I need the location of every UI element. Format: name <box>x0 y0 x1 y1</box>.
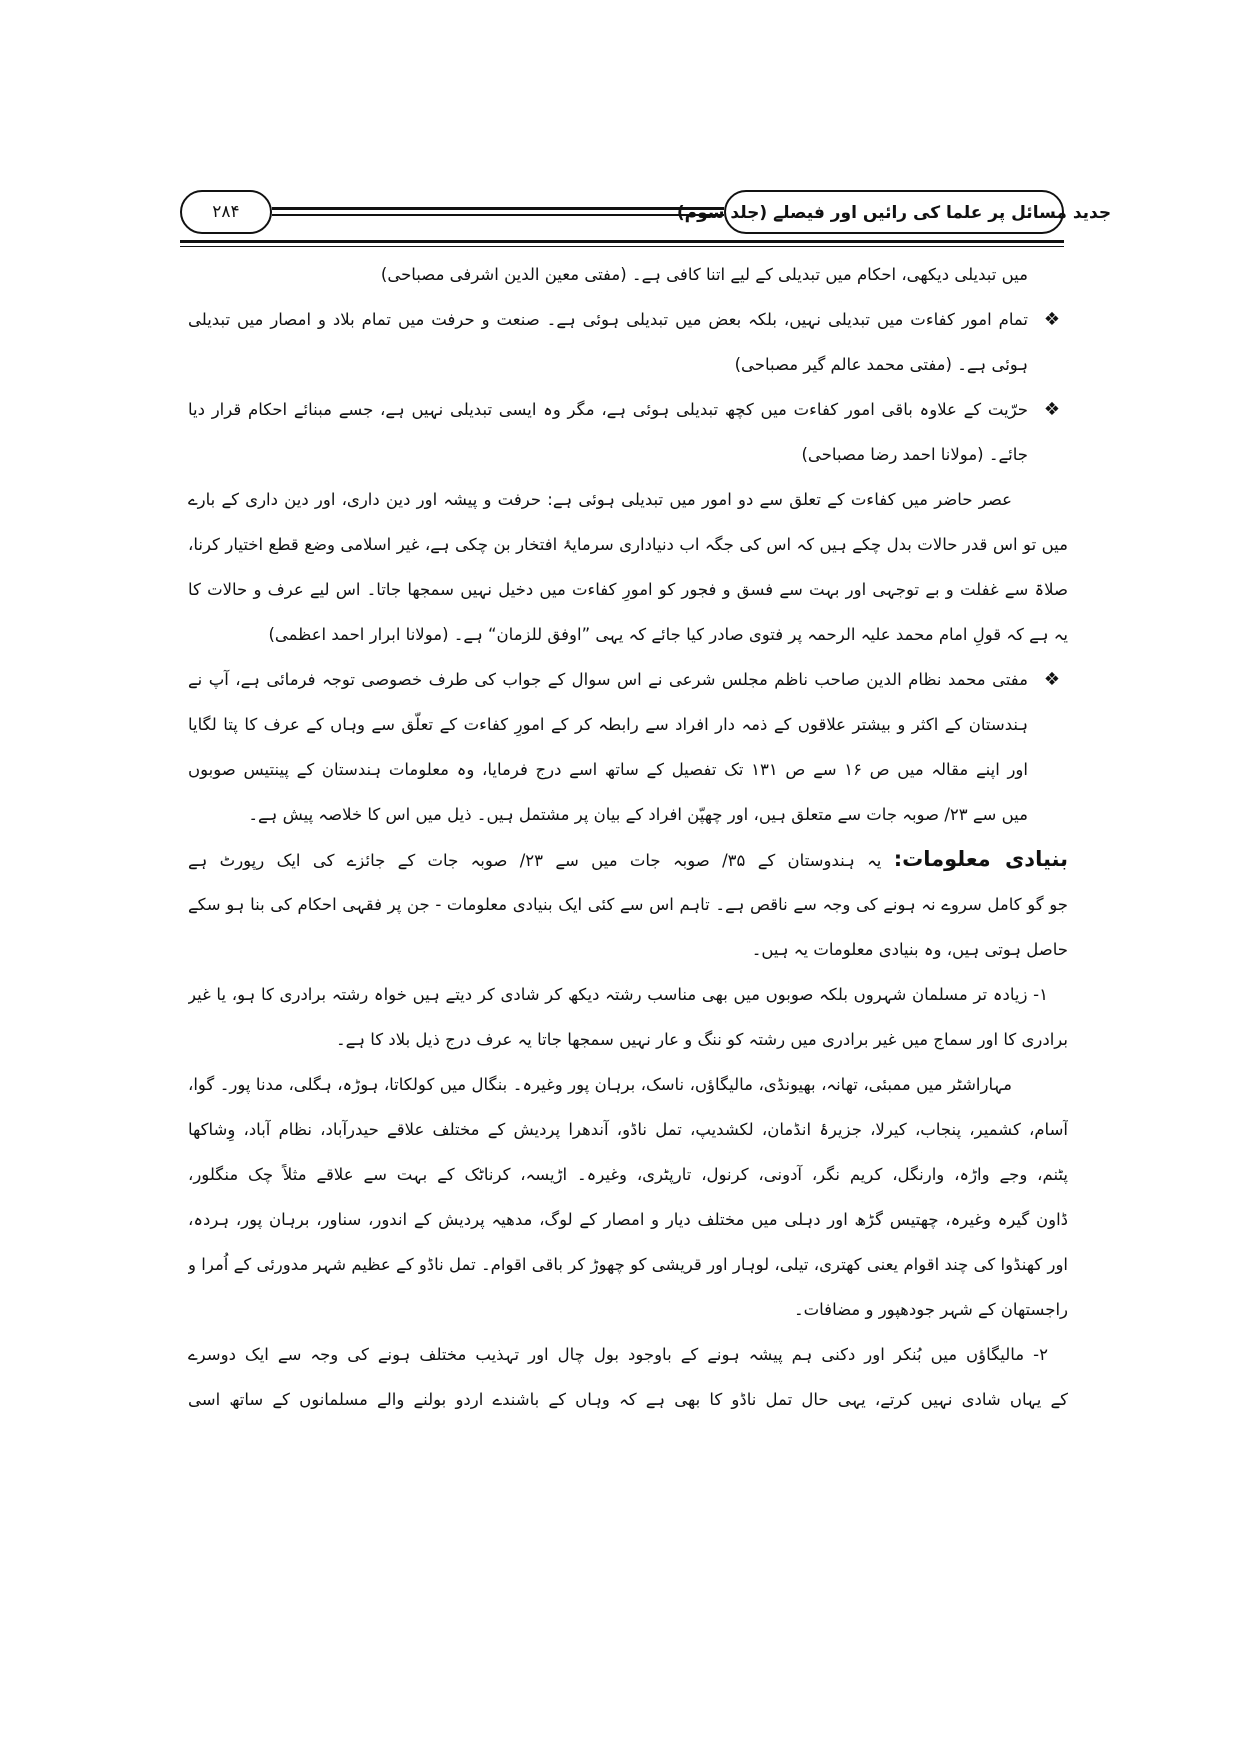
header-divider <box>272 207 724 216</box>
text-line: مفتی محمد نظام الدین صاحب ناظم مجلس شرعی نے اس سوال کے جواب کی طرف خصوصی توجہ فرمائی ہے، آپ نے <box>188 670 1028 689</box>
running-title: جدید مسائل پر علما کی رائیں اور فیصلے (جلد سوم) <box>724 190 1064 234</box>
text-line: راجستھان کے شہر جودھپور و مضافات۔ <box>793 1300 1068 1319</box>
text-line: برادری کا اور سماج میں غیر برادری میں رشتہ کو ننگ و عار نہیں سمجھا جاتا یہ عرف درج ذیل بلاد کا ہے۔ <box>336 1030 1068 1049</box>
bullet-item <box>188 387 1068 432</box>
page-number: ۲۸۴ <box>180 190 272 234</box>
page-body <box>188 252 1068 1422</box>
text-line: اور اپنے مقالہ میں ص ۱۶ سے ص ۱۳۱ تک تفصیل کے ساتھ اسے درج فرمایا، وہ معلومات ہندستان کے پینتیس صوبوں <box>188 760 1028 779</box>
text-line: ۲- مالیگاؤں میں بُنکر اور دکنی ہم پیشہ ہونے کے باوجود بول چال اور تہذیب مختلف ہونے کی وجہ سے ایک دوسرے <box>188 1345 1048 1364</box>
text-line: میں تبدیلی دیکھی، احکام میں تبدیلی کے لیے اتنا کافی ہے۔ (مفتی معین الدین اشرفی مصباحی) <box>380 265 1028 284</box>
bullet-icon: ❖ <box>1043 669 1060 690</box>
text-line: میں تو اس قدر حالات بدل چکے ہیں کہ اس کی جگہ اب دنیاداری سرمایۂ افتخار بن چکی ہے، غیر اسلامی وضع قطع اختیار کرنا، <box>188 535 1068 554</box>
text-line: ڈاون گیرہ وغیرہ، چھتیس گڑھ اور دہلی میں مختلف دیار و امصار کے لوگ، مدھیہ پردیش کے اندور، سناور، برہان پور، ہردہ، <box>188 1210 1068 1229</box>
text-line: پٹنم، وجے واڑہ، وارنگل، کریم نگر، آدونی، کرنول، تارپٹری، وغیرہ۔ اڑیسہ، کرناٹک کے بہت سے علاقے مثلاً چک منگلور، <box>188 1165 1068 1184</box>
bullet-item <box>188 297 1068 342</box>
text-line: میں سے ۲۳/ صوبہ جات سے متعلق ہیں، اور چھپّن افراد کے بیان پر مشتمل ہیں۔ ذیل میں اس کا خلاصہ پیش ہے۔ <box>248 805 1028 824</box>
text-line: اور کھنڈوا کی چند اقوام یعنی کھتری، تیلی، لوہار اور قریشی کو چھوڑ کر باقی اقوام۔ تمل ناڈو کے عظیم شہر مدورئی کے اُمرا و <box>188 1255 1068 1274</box>
text-line: جائے۔ (مولانا احمد رضا مصباحی) <box>801 445 1028 464</box>
bullet-item <box>188 657 1068 702</box>
text-line: تمام امور کفاءت میں تبدیلی نہیں، بلکہ بعض میں تبدیلی ہوئی ہے۔ صنعت و حرفت میں تمام بلاد و امصار میں تبدیلی <box>188 310 1028 329</box>
bullet-icon: ❖ <box>1043 309 1060 330</box>
text-line: ہوئی ہے۔ (مفتی محمد عالم گیر مصباحی) <box>734 355 1028 374</box>
text-line: صلاۃ سے غفلت و بے توجہی اور بہت سے فسق و فجور کو امورِ کفاءت میں دخیل نہیں سمجھا جاتا۔ اس لیے عرف و حالات کا <box>188 580 1068 599</box>
section-heading: بنیادی معلومات: <box>893 847 1068 871</box>
text-line: جو گو کامل سروے نہ ہونے کی وجہ سے ناقص ہے۔ تاہم اس سے کئی ایک بنیادی معلومات - جن پر فقہی احکام کی بنا ہو سکے <box>188 895 1068 914</box>
text-line: یہ ہندوستان کے ۳۵/ صوبہ جات میں سے ۲۳/ صوبہ جات کے جائزے کی ایک رپورٹ ہے <box>188 851 882 870</box>
text-line: آسام، کشمیر، پنجاب، کیرلا، جزیرۂ انڈمان، لکشدیپ، تمل ناڈو، آندھرا پردیش کے مختلف علاقے حیدرآباد، نظام آباد، وِشاکھا <box>188 1120 1068 1139</box>
text-line: ۱- زیادہ تر مسلمان شہروں بلکہ صوبوں میں بھی مناسب رشتہ دیکھ کر شادی کر دیتے ہیں خواہ رشتہ برادری کا ہو، یا غیر <box>188 985 1048 1004</box>
text-line: ہندستان کے اکثر و بیشتر علاقوں کے ذمہ دار افراد سے رابطہ کر کے امورِ کفاءت کے تعلّق سے وہاں کے عرف کا پتا لگایا <box>188 715 1028 734</box>
text-line: حرّیت کے علاوہ باقی امور کفاءت میں کچھ تبدیلی ہوئی ہے، مگر وہ ایسی تبدیلی نہیں ہے، جسے مبنائے احکام قرار دیا <box>188 400 1028 419</box>
section-heading-line <box>188 837 1068 882</box>
text-line: مہاراشٹر میں ممبئی، تھانہ، بھیونڈی، مالیگاؤں، ناسک، برہان پور وغیرہ۔ بنگال میں کولکاتا، ہوڑہ، ہگلی، مدنا پور۔ گوا، <box>188 1075 1012 1094</box>
text-line: یہ ہے کہ قولِ امام محمد علیہ الرحمہ پر فتوی صادر کیا جائے کہ یہی ”اوفق للزمان“ ہے۔ (مولانا ابرار احمد اعظمی) <box>268 625 1068 644</box>
text-line: عصر حاضر میں کفاءت کے تعلق سے دو امور میں تبدیلی ہوئی ہے: حرفت و پیشہ اور دین داری، اور دین داری کے بارے <box>188 490 1012 509</box>
text-line: کے یہاں شادی نہیں کرتے، یہی حال تمل ناڈو کا بھی ہے کہ وہاں کے باشندے اردو بولنے والے مسلمانوں کے ساتھ اسی <box>188 1390 1068 1409</box>
text-line: حاصل ہوتی ہیں، وہ بنیادی معلومات یہ ہیں۔ <box>751 940 1068 959</box>
bullet-icon: ❖ <box>1043 399 1060 420</box>
header-rule <box>180 240 1064 247</box>
